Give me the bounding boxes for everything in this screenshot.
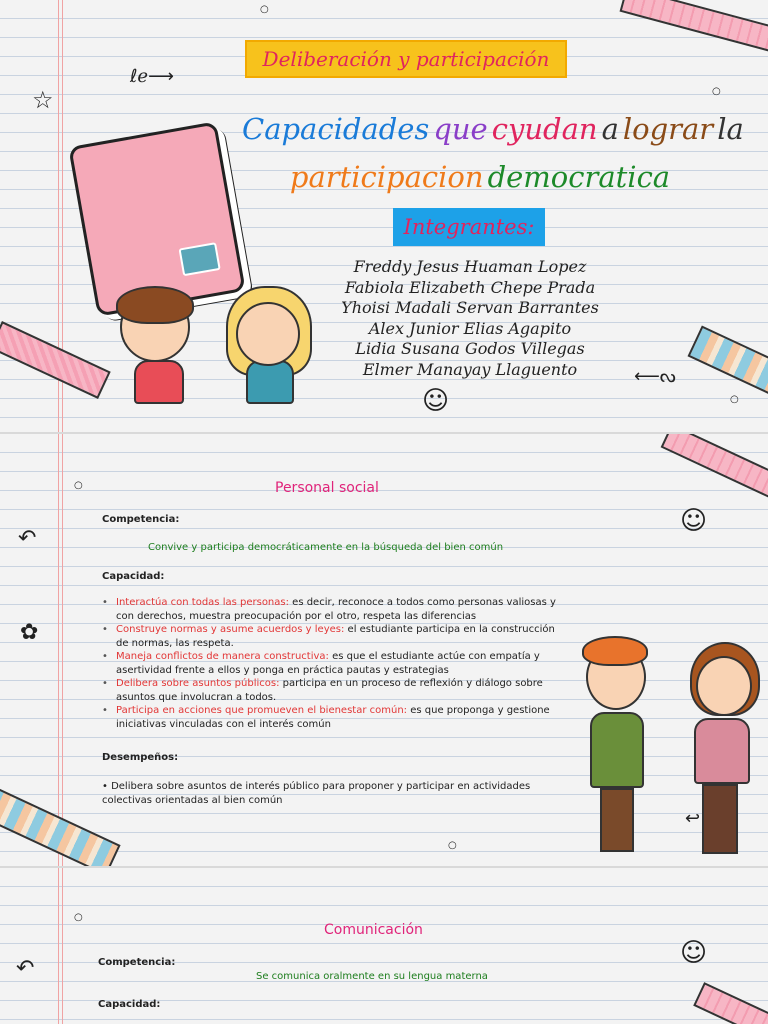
- boy-illustration: [112, 286, 202, 406]
- smiley-icon: ☺: [422, 386, 450, 416]
- star-icon: ☆: [32, 86, 54, 114]
- list-item: • Maneja conflictos de manera constructiva: es que el estudiante actúe con empatía y asertividad frente a ellos y ponga en práctica pautas y estrategias: [102, 650, 562, 677]
- curl-arrow-icon: ↶: [18, 526, 37, 551]
- competencia-label: Competencia:: [98, 957, 176, 968]
- member-name: Yhoisi Madali Servan Barrantes: [341, 298, 599, 317]
- washi-tape-top-right: [661, 434, 768, 502]
- curl-arrow-icon: ⟵ᔓ: [634, 366, 676, 387]
- desempenos-label: Desempeños:: [102, 752, 179, 763]
- dot-icon: ○: [448, 840, 457, 851]
- dot-icon: ○: [730, 394, 739, 405]
- washi-tape-right: [693, 982, 768, 1024]
- list-item: • Participa en acciones que promueven el bienestar común: es que proponga y gestione iniciativas vinculadas con el interés común: [102, 704, 562, 731]
- capacidades-list: [102, 596, 562, 731]
- washi-tape-left: [0, 321, 111, 399]
- title-word: que: [433, 112, 488, 146]
- members-heading: Integrantes:: [393, 208, 545, 246]
- list-item: • Interactúa con todas las personas: es decir, reconoce a todos como personas valiosas y con derechos, muestra preocupación por el otro, respeta las diferencias: [102, 596, 562, 623]
- capacidad-label: Capacidad:: [102, 571, 165, 582]
- girl-talking-illustration: [650, 642, 760, 860]
- member-name: Lidia Susana Godos Villegas: [355, 339, 585, 358]
- section-title: Personal social: [275, 480, 379, 496]
- flower-icon: ✿: [20, 620, 39, 645]
- capacidad-label: Capacidad:: [98, 999, 161, 1010]
- section-title: Comunicación: [324, 922, 423, 938]
- smiley-icon: ☺: [680, 938, 708, 968]
- title-word: Capacidades: [242, 112, 430, 146]
- dot-icon: ○: [260, 4, 269, 15]
- arrow-doodle-icon: ℓℯ⟶: [130, 66, 174, 87]
- comunicacion-slide: [0, 868, 768, 1024]
- title-line-1: [240, 105, 744, 153]
- dot-icon: ○: [74, 480, 83, 491]
- desempeno-text: • Delibera sobre asuntos de interés público para proponer y participar en actividades colectivas orientadas al bien común: [102, 781, 531, 806]
- competencia-label: Competencia:: [102, 514, 180, 525]
- title-word: la: [717, 112, 744, 146]
- boy-with-books-illustration: [578, 634, 658, 860]
- topic-banner: Deliberación y participación: [245, 40, 567, 78]
- title-word: cyudan: [491, 112, 598, 146]
- list-item: • Construye normas y asume acuerdos y leyes: el estudiante participa en la construcción de normas, las respeta.: [102, 623, 562, 650]
- title-line-2: [240, 153, 720, 201]
- competencia-text: Se comunica oralmente en su lengua materna: [256, 971, 488, 982]
- member-name: Alex Junior Elias Agapito: [368, 318, 572, 338]
- curl-arrow-icon: ↩: [685, 808, 701, 829]
- member-name: Freddy Jesus Huaman Lopez: [353, 257, 587, 276]
- cover-slide: [0, 0, 768, 432]
- title-word: participacion: [289, 160, 484, 194]
- title-word: democratica: [487, 160, 671, 194]
- washi-tape-right: [688, 325, 768, 398]
- dot-icon: ○: [74, 912, 83, 923]
- dot-icon: ○: [712, 86, 721, 97]
- member-name: Fabiola Elizabeth Chepe Prada: [344, 277, 596, 297]
- list-item: • Delibera sobre asuntos públicos: participa en un proceso de reflexión y diálogo sobre asuntos que involucran a todos.: [102, 677, 562, 704]
- curl-arrow-icon: ↶: [16, 956, 35, 981]
- washi-tape-top-right: [620, 0, 768, 56]
- personal-social-slide: [0, 434, 768, 866]
- member-name: Elmer Manayay Llaguento: [362, 359, 578, 379]
- page-title: [240, 105, 744, 201]
- members-list: [330, 257, 610, 380]
- competencia-text: Convive y participa democráticamente en la búsqueda del bien común: [148, 542, 504, 553]
- title-word: lograr: [622, 112, 714, 146]
- title-word: a: [601, 112, 619, 146]
- smiley-icon: ☺: [680, 506, 708, 536]
- girl-illustration: [220, 286, 320, 406]
